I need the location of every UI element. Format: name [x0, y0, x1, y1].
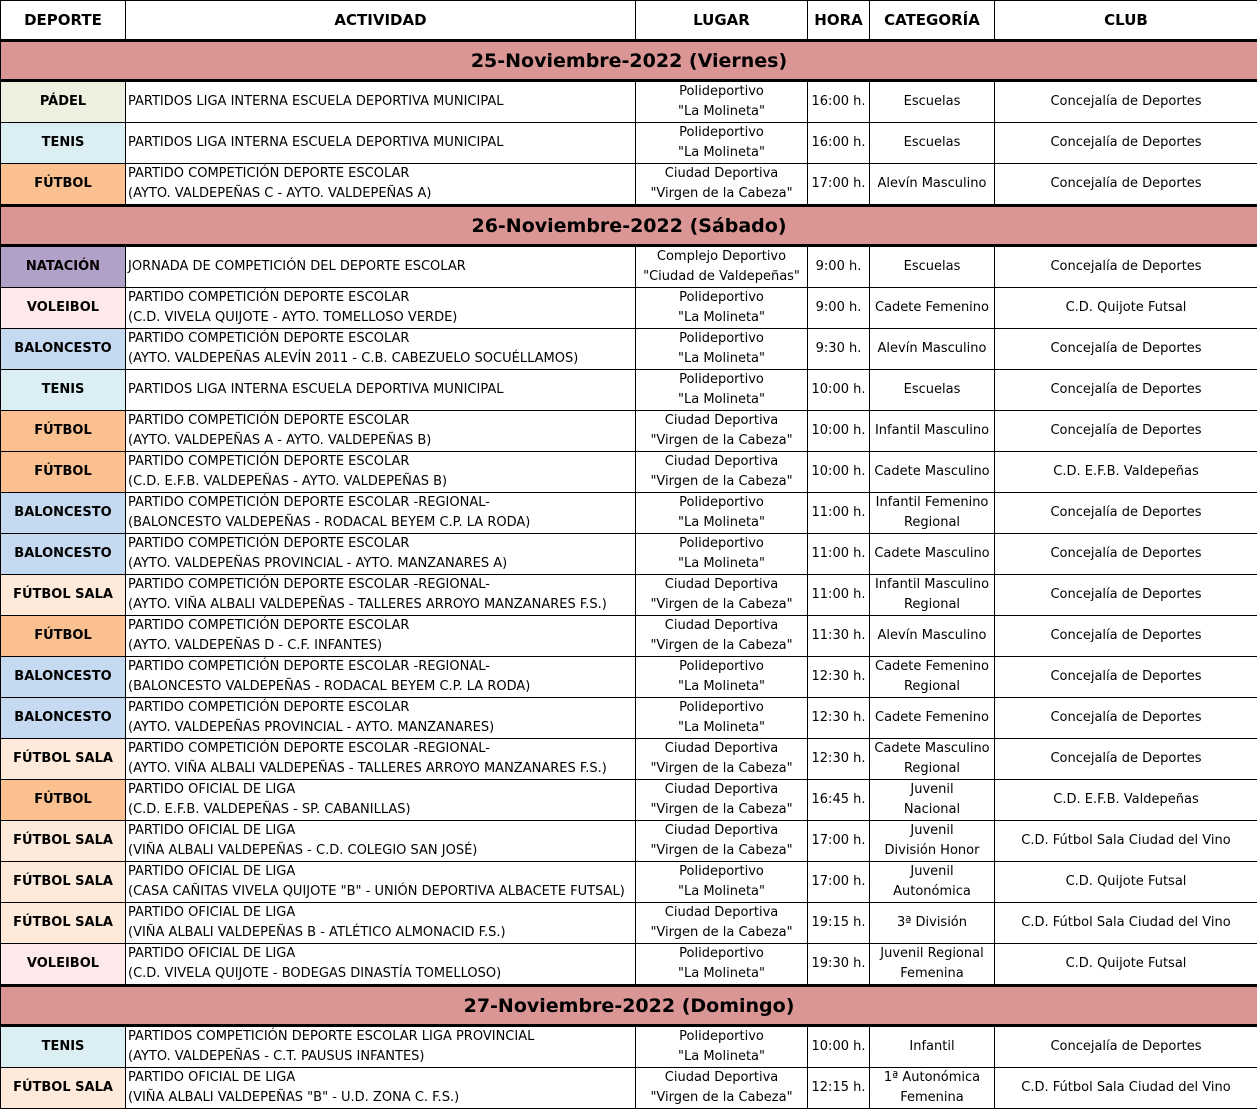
activity-line: PARTIDOS LIGA INTERNA ESCUELA DEPORTIVA MUNICIPAL: [128, 133, 635, 153]
table-row: [1, 739, 1257, 780]
place-line: Polideportivo: [636, 329, 807, 349]
schedule-body: [1, 41, 1257, 1109]
sport-cell: BALONCESTO: [1, 493, 126, 534]
club-cell: C.D. Quijote Futsal: [995, 862, 1257, 903]
activity-line: (C.D. E.F.B. VALDEPEÑAS - SP. CABANILLAS): [128, 800, 635, 820]
category-cell: [870, 329, 995, 370]
place-line: "Virgen de la Cabeza": [636, 595, 807, 615]
time-cell: 17:00 h.: [808, 821, 870, 862]
club-cell: Concejalía de Deportes: [995, 81, 1257, 123]
place-line: Ciudad Deportiva: [636, 411, 807, 431]
sport-cell: NATACIÓN: [1, 246, 126, 288]
table-row: [1, 534, 1257, 575]
table-row: [1, 452, 1257, 493]
category-cell: [870, 944, 995, 986]
activity-line: JORNADA DE COMPETICIÓN DEL DEPORTE ESCOLAR: [128, 257, 635, 277]
activity-cell: [126, 452, 636, 493]
category-line: División Honor: [870, 841, 994, 861]
place-line: "Virgen de la Cabeza": [636, 184, 807, 204]
sport-cell: FÚTBOL SALA: [1, 575, 126, 616]
category-line: Infantil Femenino: [870, 493, 994, 513]
place-line: "La Molineta": [636, 349, 807, 369]
place-line: "Virgen de la Cabeza": [636, 800, 807, 820]
category-line: Escuelas: [870, 133, 994, 153]
category-cell: [870, 452, 995, 493]
category-line: Escuelas: [870, 92, 994, 112]
activity-cell: [126, 616, 636, 657]
category-cell: [870, 616, 995, 657]
activity-line: PARTIDO COMPETICIÓN DEPORTE ESCOLAR -REGIONAL-: [128, 739, 635, 759]
place-cell: [636, 370, 808, 411]
activity-cell: [126, 903, 636, 944]
table-row: [1, 575, 1257, 616]
sport-cell: BALONCESTO: [1, 534, 126, 575]
place-line: Ciudad Deportiva: [636, 164, 807, 184]
sport-cell: TENIS: [1, 123, 126, 164]
table-row: [1, 903, 1257, 944]
place-line: Ciudad Deportiva: [636, 780, 807, 800]
time-cell: 16:00 h.: [808, 123, 870, 164]
place-cell: [636, 411, 808, 452]
date-section-row: [1, 206, 1257, 246]
time-cell: 11:00 h.: [808, 493, 870, 534]
table-row: [1, 862, 1257, 903]
category-line: Cadete Masculino: [870, 462, 994, 482]
activity-line: PARTIDO OFICIAL DE LIGA: [128, 944, 635, 964]
activity-cell: [126, 1068, 636, 1109]
activity-line: (AYTO. VIÑA ALBALI VALDEPEÑAS - TALLERES ARROYO MANZANARES F.S.): [128, 759, 635, 779]
category-line: Alevín Masculino: [870, 174, 994, 194]
place-cell: [636, 452, 808, 493]
table-row: [1, 1026, 1257, 1068]
category-line: Juvenil: [870, 862, 994, 882]
place-cell: [636, 903, 808, 944]
activity-cell: [126, 944, 636, 986]
club-cell: C.D. Quijote Futsal: [995, 288, 1257, 329]
time-cell: 10:00 h.: [808, 1026, 870, 1068]
place-line: "Virgen de la Cabeza": [636, 1088, 807, 1108]
table-row: [1, 246, 1257, 288]
table-row: [1, 411, 1257, 452]
activity-cell: [126, 370, 636, 411]
table-row: [1, 698, 1257, 739]
date-section-title: 27-Noviembre-2022 (Domingo): [1, 986, 1257, 1026]
table-row: [1, 370, 1257, 411]
table-row: [1, 616, 1257, 657]
sport-cell: PÁDEL: [1, 81, 126, 123]
activity-line: PARTIDO COMPETICIÓN DEPORTE ESCOLAR -REGIONAL-: [128, 575, 635, 595]
place-line: Polideportivo: [636, 123, 807, 143]
category-cell: [870, 81, 995, 123]
activity-line: PARTIDO OFICIAL DE LIGA: [128, 862, 635, 882]
place-cell: [636, 81, 808, 123]
activity-line: (CASA CAÑITAS VIVELA QUIJOTE "B" - UNIÓN DEPORTIVA ALBACETE FUTSAL): [128, 882, 635, 902]
sport-cell: FÚTBOL SALA: [1, 1068, 126, 1109]
category-line: Alevín Masculino: [870, 626, 994, 646]
place-cell: [636, 1026, 808, 1068]
category-cell: [870, 534, 995, 575]
place-cell: [636, 862, 808, 903]
category-cell: [870, 862, 995, 903]
activity-line: (VIÑA ALBALI VALDEPEÑAS - C.D. COLEGIO SAN JOSÉ): [128, 841, 635, 861]
place-line: Ciudad Deportiva: [636, 452, 807, 472]
category-line: 3ª División: [870, 913, 994, 933]
activity-cell: [126, 1026, 636, 1068]
table-row: [1, 657, 1257, 698]
club-cell: Concejalía de Deportes: [995, 739, 1257, 780]
place-line: Polideportivo: [636, 534, 807, 554]
table-row: [1, 329, 1257, 370]
place-line: Polideportivo: [636, 493, 807, 513]
time-cell: 9:30 h.: [808, 329, 870, 370]
place-cell: [636, 1068, 808, 1109]
place-line: Polideportivo: [636, 944, 807, 964]
club-cell: Concejalía de Deportes: [995, 1026, 1257, 1068]
place-line: "La Molineta": [636, 102, 807, 122]
table-row: [1, 821, 1257, 862]
category-line: Regional: [870, 677, 994, 697]
category-line: Cadete Femenino: [870, 657, 994, 677]
place-line: "La Molineta": [636, 718, 807, 738]
table-row: [1, 81, 1257, 123]
activity-cell: [126, 862, 636, 903]
club-cell: Concejalía de Deportes: [995, 575, 1257, 616]
place-cell: [636, 575, 808, 616]
club-cell: C.D. Fútbol Sala Ciudad del Vino: [995, 903, 1257, 944]
place-cell: [636, 739, 808, 780]
header-deporte: DEPORTE: [1, 1, 126, 41]
activity-line: PARTIDO COMPETICIÓN DEPORTE ESCOLAR: [128, 616, 635, 636]
club-cell: Concejalía de Deportes: [995, 329, 1257, 370]
activity-line: PARTIDOS LIGA INTERNA ESCUELA DEPORTIVA MUNICIPAL: [128, 380, 635, 400]
activity-line: PARTIDO COMPETICIÓN DEPORTE ESCOLAR: [128, 329, 635, 349]
activity-line: (BALONCESTO VALDEPEÑAS - RODACAL BEYEM C.P. LA RODA): [128, 513, 635, 533]
time-cell: 9:00 h.: [808, 288, 870, 329]
category-cell: [870, 1068, 995, 1109]
sport-cell: VOLEIBOL: [1, 944, 126, 986]
activity-line: (AYTO. VALDEPEÑAS A - AYTO. VALDEPEÑAS B): [128, 431, 635, 451]
activity-cell: [126, 780, 636, 821]
category-line: Regional: [870, 595, 994, 615]
table-row: [1, 493, 1257, 534]
sport-cell: FÚTBOL: [1, 616, 126, 657]
category-line: Nacional: [870, 800, 994, 820]
category-cell: [870, 903, 995, 944]
header-row: [1, 1, 1257, 41]
date-section-row: [1, 41, 1257, 81]
place-line: "Virgen de la Cabeza": [636, 431, 807, 451]
category-line: Infantil Masculino: [870, 421, 994, 441]
place-line: "La Molineta": [636, 308, 807, 328]
club-cell: Concejalía de Deportes: [995, 246, 1257, 288]
category-line: Escuelas: [870, 380, 994, 400]
place-line: "Ciudad de Valdepeñas": [636, 267, 807, 287]
club-cell: C.D. E.F.B. Valdepeñas: [995, 780, 1257, 821]
header-club: CLUB: [995, 1, 1257, 41]
time-cell: 12:30 h.: [808, 657, 870, 698]
activity-line: PARTIDO OFICIAL DE LIGA: [128, 903, 635, 923]
place-line: Ciudad Deportiva: [636, 903, 807, 923]
place-line: Ciudad Deportiva: [636, 616, 807, 636]
category-line: Femenina: [870, 964, 994, 984]
place-cell: [636, 780, 808, 821]
category-line: Cadete Femenino: [870, 298, 994, 318]
sport-cell: FÚTBOL: [1, 452, 126, 493]
category-line: Regional: [870, 759, 994, 779]
sport-cell: TENIS: [1, 1026, 126, 1068]
activity-line: PARTIDO OFICIAL DE LIGA: [128, 821, 635, 841]
category-line: Femenina: [870, 1088, 994, 1108]
category-line: 1ª Autonómica: [870, 1068, 994, 1088]
table-row: [1, 944, 1257, 986]
activity-cell: [126, 739, 636, 780]
place-cell: [636, 534, 808, 575]
category-cell: [870, 575, 995, 616]
time-cell: 9:00 h.: [808, 246, 870, 288]
sport-cell: FÚTBOL: [1, 780, 126, 821]
table-row: [1, 1068, 1257, 1109]
club-cell: Concejalía de Deportes: [995, 534, 1257, 575]
category-cell: [870, 698, 995, 739]
activity-line: PARTIDO OFICIAL DE LIGA: [128, 1068, 635, 1088]
place-line: Ciudad Deportiva: [636, 821, 807, 841]
place-line: "Virgen de la Cabeza": [636, 923, 807, 943]
category-cell: [870, 821, 995, 862]
club-cell: C.D. Fútbol Sala Ciudad del Vino: [995, 1068, 1257, 1109]
activity-cell: [126, 575, 636, 616]
category-line: Cadete Masculino: [870, 544, 994, 564]
activity-line: (BALONCESTO VALDEPEÑAS - RODACAL BEYEM C.P. LA RODA): [128, 677, 635, 697]
category-line: Autonómica: [870, 882, 994, 902]
time-cell: 11:00 h.: [808, 534, 870, 575]
place-line: Polideportivo: [636, 698, 807, 718]
date-section-title: 25-Noviembre-2022 (Viernes): [1, 41, 1257, 81]
place-line: "Virgen de la Cabeza": [636, 759, 807, 779]
date-section-title: 26-Noviembre-2022 (Sábado): [1, 206, 1257, 246]
place-cell: [636, 246, 808, 288]
activity-cell: [126, 821, 636, 862]
activity-cell: [126, 246, 636, 288]
sport-cell: BALONCESTO: [1, 698, 126, 739]
activity-cell: [126, 288, 636, 329]
category-cell: [870, 1026, 995, 1068]
club-cell: C.D. E.F.B. Valdepeñas: [995, 452, 1257, 493]
category-cell: [870, 657, 995, 698]
club-cell: Concejalía de Deportes: [995, 493, 1257, 534]
activity-line: PARTIDOS COMPETICIÓN DEPORTE ESCOLAR LIGA PROVINCIAL: [128, 1027, 635, 1047]
activity-cell: [126, 81, 636, 123]
sport-cell: FÚTBOL SALA: [1, 739, 126, 780]
sport-cell: FÚTBOL SALA: [1, 862, 126, 903]
category-line: Juvenil: [870, 780, 994, 800]
place-cell: [636, 821, 808, 862]
time-cell: 10:00 h.: [808, 452, 870, 493]
place-line: Polideportivo: [636, 370, 807, 390]
activity-cell: [126, 534, 636, 575]
activity-line: (AYTO. VALDEPEÑAS ALEVÍN 2011 - C.B. CABEZUELO SOCUÉLLAMOS): [128, 349, 635, 369]
category-cell: [870, 493, 995, 534]
sport-cell: BALONCESTO: [1, 329, 126, 370]
category-line: Cadete Masculino: [870, 739, 994, 759]
place-cell: [636, 698, 808, 739]
time-cell: 10:00 h.: [808, 411, 870, 452]
club-cell: Concejalía de Deportes: [995, 123, 1257, 164]
activity-line: (AYTO. VIÑA ALBALI VALDEPEÑAS - TALLERES ARROYO MANZANARES F.S.): [128, 595, 635, 615]
time-cell: 19:30 h.: [808, 944, 870, 986]
category-line: Juvenil: [870, 821, 994, 841]
category-cell: [870, 370, 995, 411]
activity-line: (AYTO. VALDEPEÑAS PROVINCIAL - AYTO. MANZANARES): [128, 718, 635, 738]
time-cell: 17:00 h.: [808, 862, 870, 903]
place-line: "Virgen de la Cabeza": [636, 841, 807, 861]
time-cell: 16:00 h.: [808, 81, 870, 123]
header-lugar: LUGAR: [636, 1, 808, 41]
table-row: [1, 123, 1257, 164]
category-cell: [870, 411, 995, 452]
activity-line: (VIÑA ALBALI VALDEPEÑAS B - ATLÉTICO ALMONACID F.S.): [128, 923, 635, 943]
sport-cell: BALONCESTO: [1, 657, 126, 698]
place-line: "La Molineta": [636, 390, 807, 410]
category-cell: [870, 288, 995, 329]
place-line: "Virgen de la Cabeza": [636, 472, 807, 492]
club-cell: C.D. Fútbol Sala Ciudad del Vino: [995, 821, 1257, 862]
place-cell: [636, 288, 808, 329]
place-cell: [636, 657, 808, 698]
category-line: Regional: [870, 513, 994, 533]
place-line: Polideportivo: [636, 82, 807, 102]
category-line: Infantil Masculino: [870, 575, 994, 595]
header-actividad: ACTIVIDAD: [126, 1, 636, 41]
activity-line: (AYTO. VALDEPEÑAS - C.T. PAUSUS INFANTES): [128, 1047, 635, 1067]
activity-line: (C.D. VIVELA QUIJOTE - AYTO. TOMELLOSO VERDE): [128, 308, 635, 328]
place-line: Polideportivo: [636, 657, 807, 677]
activity-line: (VIÑA ALBALI VALDEPEÑAS "B" - U.D. ZONA C. F.S.): [128, 1088, 635, 1108]
place-cell: [636, 493, 808, 534]
sport-cell: FÚTBOL SALA: [1, 821, 126, 862]
activity-line: (C.D. VIVELA QUIJOTE - BODEGAS DINASTÍA TOMELLOSO): [128, 964, 635, 984]
activity-line: PARTIDOS LIGA INTERNA ESCUELA DEPORTIVA MUNICIPAL: [128, 92, 635, 112]
club-cell: Concejalía de Deportes: [995, 698, 1257, 739]
category-line: Infantil: [870, 1037, 994, 1057]
place-cell: [636, 329, 808, 370]
activity-line: PARTIDO COMPETICIÓN DEPORTE ESCOLAR -REGIONAL-: [128, 657, 635, 677]
activity-line: PARTIDO COMPETICIÓN DEPORTE ESCOLAR: [128, 288, 635, 308]
club-cell: Concejalía de Deportes: [995, 411, 1257, 452]
place-line: Ciudad Deportiva: [636, 1068, 807, 1088]
place-line: Complejo Deportivo: [636, 247, 807, 267]
club-cell: Concejalía de Deportes: [995, 616, 1257, 657]
category-line: Alevín Masculino: [870, 339, 994, 359]
place-line: Polideportivo: [636, 288, 807, 308]
place-line: "La Molineta": [636, 143, 807, 163]
club-cell: Concejalía de Deportes: [995, 370, 1257, 411]
activity-cell: [126, 493, 636, 534]
category-cell: [870, 164, 995, 206]
activity-line: PARTIDO COMPETICIÓN DEPORTE ESCOLAR: [128, 534, 635, 554]
club-cell: Concejalía de Deportes: [995, 657, 1257, 698]
activity-line: PARTIDO COMPETICIÓN DEPORTE ESCOLAR -REGIONAL-: [128, 493, 635, 513]
table-row: [1, 164, 1257, 206]
activity-line: (AYTO. VALDEPEÑAS PROVINCIAL - AYTO. MANZANARES A): [128, 554, 635, 574]
header-hora: HORA: [808, 1, 870, 41]
activity-cell: [126, 164, 636, 206]
time-cell: 10:00 h.: [808, 370, 870, 411]
table-row: [1, 288, 1257, 329]
sport-cell: FÚTBOL SALA: [1, 903, 126, 944]
time-cell: 12:30 h.: [808, 698, 870, 739]
place-line: "Virgen de la Cabeza": [636, 636, 807, 656]
place-cell: [636, 616, 808, 657]
place-line: Ciudad Deportiva: [636, 739, 807, 759]
time-cell: 19:15 h.: [808, 903, 870, 944]
date-section-row: [1, 986, 1257, 1026]
time-cell: 11:30 h.: [808, 616, 870, 657]
category-cell: [870, 780, 995, 821]
place-line: "La Molineta": [636, 882, 807, 902]
place-line: "La Molineta": [636, 554, 807, 574]
activity-cell: [126, 698, 636, 739]
time-cell: 11:00 h.: [808, 575, 870, 616]
activity-line: PARTIDO OFICIAL DE LIGA: [128, 780, 635, 800]
time-cell: 16:45 h.: [808, 780, 870, 821]
time-cell: 17:00 h.: [808, 164, 870, 206]
activity-line: PARTIDO COMPETICIÓN DEPORTE ESCOLAR: [128, 452, 635, 472]
place-cell: [636, 944, 808, 986]
activity-line: PARTIDO COMPETICIÓN DEPORTE ESCOLAR: [128, 411, 635, 431]
place-cell: [636, 164, 808, 206]
place-line: "La Molineta": [636, 1047, 807, 1067]
place-line: Polideportivo: [636, 862, 807, 882]
activity-line: (AYTO. VALDEPEÑAS C - AYTO. VALDEPEÑAS A): [128, 184, 635, 204]
activity-line: PARTIDO COMPETICIÓN DEPORTE ESCOLAR: [128, 164, 635, 184]
place-line: "La Molineta": [636, 677, 807, 697]
category-cell: [870, 246, 995, 288]
category-line: Cadete Femenino: [870, 708, 994, 728]
sport-cell: FÚTBOL: [1, 411, 126, 452]
time-cell: 12:15 h.: [808, 1068, 870, 1109]
category-line: Escuelas: [870, 257, 994, 277]
place-line: "La Molineta": [636, 964, 807, 984]
place-line: "La Molineta": [636, 513, 807, 533]
place-line: Ciudad Deportiva: [636, 575, 807, 595]
activity-line: (C.D. E.F.B. VALDEPEÑAS - AYTO. VALDEPEÑAS B): [128, 472, 635, 492]
activity-cell: [126, 329, 636, 370]
category-line: Juvenil Regional: [870, 944, 994, 964]
activity-cell: [126, 411, 636, 452]
time-cell: 12:30 h.: [808, 739, 870, 780]
category-cell: [870, 123, 995, 164]
table-row: [1, 780, 1257, 821]
activity-line: (AYTO. VALDEPEÑAS D - C.F. INFANTES): [128, 636, 635, 656]
header-categoria: CATEGORÍA: [870, 1, 995, 41]
club-cell: Concejalía de Deportes: [995, 164, 1257, 206]
sport-cell: TENIS: [1, 370, 126, 411]
activity-line: PARTIDO COMPETICIÓN DEPORTE ESCOLAR: [128, 698, 635, 718]
category-cell: [870, 739, 995, 780]
club-cell: C.D. Quijote Futsal: [995, 944, 1257, 986]
activity-cell: [126, 123, 636, 164]
sport-cell: FÚTBOL: [1, 164, 126, 206]
place-line: Polideportivo: [636, 1027, 807, 1047]
sport-cell: VOLEIBOL: [1, 288, 126, 329]
place-cell: [636, 123, 808, 164]
activity-cell: [126, 657, 636, 698]
